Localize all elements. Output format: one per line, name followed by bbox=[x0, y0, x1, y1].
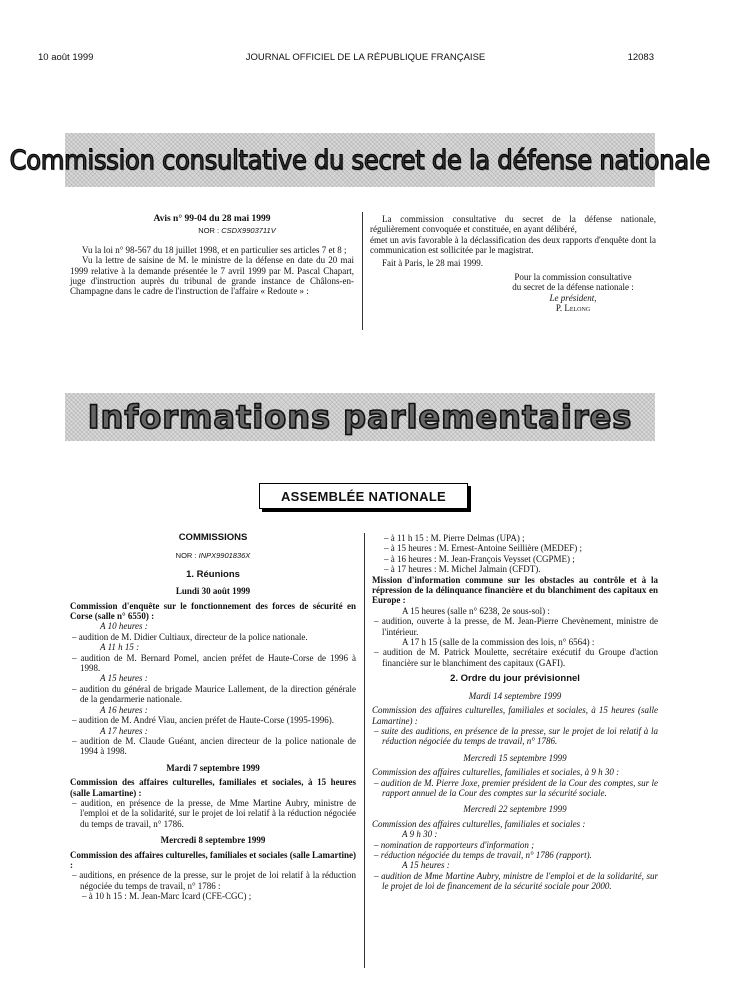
avis-signature bbox=[370, 272, 656, 314]
agenda-item: – à 17 heures : M. Michel Jalmain (CFDT). bbox=[384, 564, 541, 575]
avis-right-para-1: La commission consultative du secret de la défense nationale, régulièrement convoquée et constituée, en ayant délibéré, bbox=[370, 214, 656, 235]
signature-name: P. Lelong bbox=[555, 303, 591, 314]
agenda-item: – audition de M. Patrick Moulette, secrétaire exécutif du Groupe d'action financière sur le blanchiment des capitaux (GAFI). bbox=[374, 647, 658, 668]
avis-right-column bbox=[370, 214, 656, 314]
commissions-heading: COMMISSIONS bbox=[178, 532, 248, 543]
mission-title: Mission d'information commune sur les obstacles au contrôle et à la répression de la délinquance financière et du blanchiment des capitaux en Europe : bbox=[372, 574, 658, 606]
banner-commission bbox=[9, 133, 711, 187]
avis-para-2: Vu la lettre de saisine de M. le ministre de la défense en date du 20 mai 1999 relative à la demande présentée le 7 avril 1999 par M. Pascal Chapart, juge d'instruction auprès du tribunal de grande instance de Châlons-en-Champagne dans le cadre de l'instruction de l'affaire « Redoute » : bbox=[70, 255, 354, 297]
header-page-number: 12083 bbox=[627, 52, 654, 63]
avis-date-place: Fait à Paris, le 28 mai 1999. bbox=[382, 257, 483, 268]
agenda-item: – audition du général de brigade Maurice Lallement, de la direction générale de la gendarmerie nationale. bbox=[72, 683, 356, 705]
agenda-item: – suite des auditions, en présence de la presse, sur le projet de loi relatif à la réduction négociée du temps de travail, n° 1786. bbox=[374, 725, 658, 747]
day-heading: Mercredi 15 septembre 1999 bbox=[463, 752, 567, 763]
column-divider bbox=[364, 533, 365, 968]
banner-commission-text: Commission consultative du secret de la défense nationale bbox=[9, 144, 711, 176]
agenda-item: – à 11 h 15 : M. Pierre Delmas (UPA) ; bbox=[384, 533, 525, 543]
avis-right-para-2: émet un avis favorable à la déclassification des deux rapports d'enquête dont la communication est sollicitée par le magistrat. bbox=[370, 234, 656, 256]
time-label: A 11 h 15 : bbox=[100, 642, 140, 653]
commission-title: Commission des affaires culturelles, familiales et sociales : bbox=[372, 818, 586, 829]
agenda-item: – à 15 heures : M. Ernest-Antoine Seillière (MEDEF) ; bbox=[384, 543, 582, 554]
nor-code: CSDX9903711V bbox=[221, 226, 276, 236]
nor-label: NOR : bbox=[198, 226, 220, 236]
day-heading: Mercredi 22 septembre 1999 bbox=[463, 804, 567, 815]
commission-title: Commission des affaires culturelles, familiales et sociales, à 9 h 30 : bbox=[372, 767, 620, 778]
day-heading: Mardi 7 septembre 1999 bbox=[166, 762, 260, 773]
assemblee-nationale-title: ASSEMBLÉE NATIONALE bbox=[259, 483, 468, 509]
avis-left-column bbox=[70, 214, 354, 297]
header-journal-title: JOURNAL OFFICIEL DE LA RÉPUBLIQUE FRANÇAISE bbox=[245, 52, 486, 63]
agenda-item: – audition de M. André Viau, ancien préfet de Haute-Corse (1995-1996). bbox=[72, 715, 334, 726]
reunions-heading: 1. Réunions bbox=[186, 568, 240, 580]
avis-nor bbox=[70, 226, 354, 236]
time-label: A 16 heures : bbox=[100, 704, 148, 715]
signature-role: Le président, bbox=[549, 292, 597, 303]
commission-title: Commission des affaires culturelles, familiales et sociales, à 15 heures (salle Lamartine) : bbox=[372, 705, 658, 726]
nor-code: INPX9901836X bbox=[198, 551, 251, 561]
commissions-right-column bbox=[372, 533, 658, 892]
nor-label: NOR : bbox=[175, 551, 197, 561]
header-date: 10 août 1999 bbox=[38, 52, 94, 63]
time-label: A 15 heures : bbox=[100, 673, 148, 684]
agenda-item: – réduction négociée du temps de travail, n° 1786 (rapport). bbox=[374, 849, 592, 860]
time-label: A 17 h 15 (salle de la commission des lois, n° 6564) : bbox=[402, 637, 595, 648]
page-header bbox=[0, 52, 731, 68]
commission-title: Commission des affaires culturelles, familiales et sociales, à 15 heures (salle Lamartine) : bbox=[70, 777, 356, 798]
column-divider bbox=[362, 212, 363, 330]
ordre-du-jour-heading: 2. Ordre du jour prévisionnel bbox=[450, 673, 580, 685]
time-label: A 9 h 30 : bbox=[402, 829, 438, 840]
agenda-item: – audition, ouverte à la presse, de M. Jean-Pierre Chevènement, ministre de l'intérieur. bbox=[374, 616, 658, 637]
time-label: A 15 heures (salle n° 6238, 2e sous-sol) : bbox=[402, 605, 550, 616]
day-heading: Mercredi 8 septembre 1999 bbox=[160, 835, 266, 846]
day-heading: Mardi 14 septembre 1999 bbox=[468, 690, 562, 701]
agenda-item: – à 10 h 15 : M. Jean-Marc Icard (CFE-CGC) ; bbox=[82, 891, 252, 902]
agenda-item: – audition de M. Didier Cultiaux, directeur de la police nationale. bbox=[72, 631, 308, 642]
agenda-item: – audition de Mme Martine Aubry, ministre de l'emploi et de la solidarité, sur le projet de loi de financement de la sécurité sociale pour 2000. bbox=[374, 870, 658, 892]
time-label: A 10 heures : bbox=[100, 621, 148, 632]
agenda-item: – audition de M. Claude Guéant, ancien directeur de la police nationale de 1994 à 1998. bbox=[72, 735, 356, 757]
banner-informations-text: Informations parlementaires bbox=[87, 398, 633, 436]
agenda-item: – audition, en présence de la presse, de Mme Martine Aubry, ministre de l'emploi et de la solidarité, sur le projet de loi relatif à la réduction négociée du temps de travail, n° 1786. bbox=[72, 797, 356, 829]
commission-title: Commission des affaires culturelles, familiales et sociales (salle Lamartine) : bbox=[70, 849, 356, 870]
signature-line-1: Pour la commission consultative bbox=[514, 272, 632, 283]
commission-title: Commission d'enquête sur le fonctionnement des forces de sécurité en Corse (salle n° 6550) : bbox=[70, 600, 356, 622]
agenda-item: – nomination de rapporteurs d'information ; bbox=[374, 839, 535, 850]
commissions-left-column bbox=[70, 533, 356, 902]
commissions-nor bbox=[70, 551, 356, 561]
agenda-item: – audition de M. Bernard Pomel, ancien préfet de Haute-Corse de 1996 à 1998. bbox=[72, 652, 356, 674]
signature-line-2: du secret de la défense nationale : bbox=[512, 282, 634, 293]
banner-informations bbox=[65, 393, 655, 441]
time-label: A 17 heures : bbox=[100, 725, 148, 736]
day-heading: Lundi 30 août 1999 bbox=[175, 586, 251, 597]
agenda-item: – à 16 heures : M. Jean-François Veysset (CGPME) ; bbox=[384, 553, 575, 564]
agenda-item: – auditions, en présence de la presse, sur le projet de loi relatif à la réduction négociée du temps de travail, n° 1786 : bbox=[72, 870, 356, 891]
agenda-item: – audition de M. Pierre Joxe, premier président de la Cour des comptes, sur le rapport annuel de la Cour des comptes sur la sécurité sociale. bbox=[374, 777, 658, 798]
time-label: A 15 heures : bbox=[402, 860, 450, 871]
avis-para-1: Vu la loi n° 98-567 du 18 juillet 1998, et en particulier ses articles 7 et 8 ; bbox=[82, 244, 347, 255]
avis-title: Avis n° 99-04 du 28 mai 1999 bbox=[153, 214, 271, 224]
